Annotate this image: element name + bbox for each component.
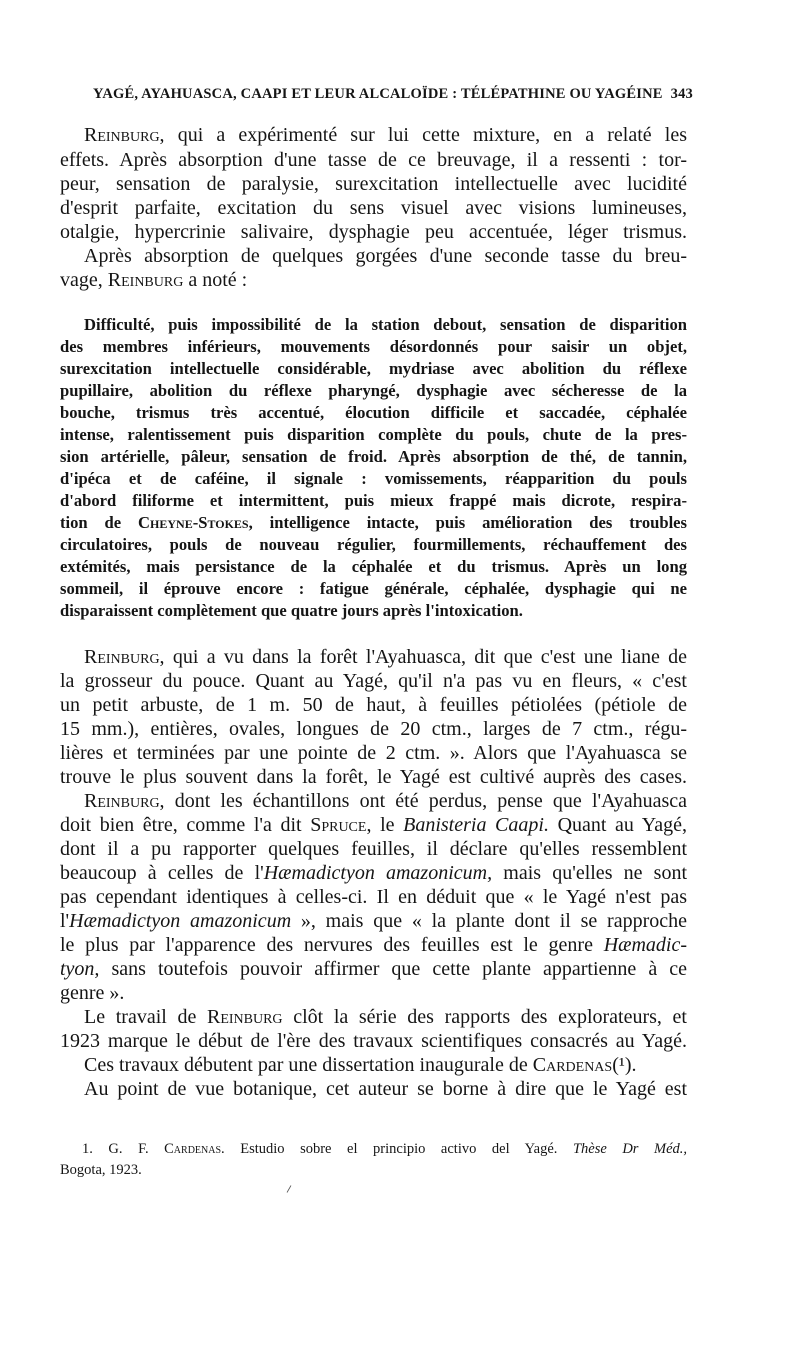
- genus-name: Hæmadic-: [603, 934, 688, 956]
- stray-ink-mark: [286, 1185, 292, 1193]
- author-name: Reinburg,: [84, 646, 165, 668]
- author-name: Reinburg,: [84, 124, 165, 146]
- quote-line: tion de Cheyne-Stokes, intelligence intacte, puis amélioration des troubles: [60, 513, 688, 532]
- quote-line: d'ipéca et de caféine, il signale : vomissements, réapparition du pouls: [60, 469, 687, 488]
- species-name: Hæmadictyon amazonicum,: [263, 862, 493, 884]
- text-line: beaucoup à celles de l'Hæmadictyon amazonicum, mais qu'elles ne sont: [60, 862, 688, 884]
- text-line: d'esprit parfaite, excitation du sens visuel avec visions lumineuses,: [60, 197, 687, 219]
- text-line: vage, Reinburg a noté :: [60, 269, 248, 291]
- text-line: 1923 marque le début de l'ère des travaux scientifiques consacrés au Yagé.: [60, 1030, 687, 1052]
- quote-line: disparaissent complètement que quatre jours après l'intoxication.: [60, 601, 523, 620]
- quote-line: pupillaire, abolition du réflexe pharyngé, dysphagie avec sécheresse de la: [60, 381, 687, 400]
- author-name: Cardenas.: [164, 1141, 225, 1157]
- quote-line: Difficulté, puis impossibilité de la station debout, sensation de disparition: [84, 315, 687, 334]
- text-line: le plus par l'apparence des nervures des feuilles est le genre Hæmadic-: [60, 934, 688, 956]
- quote-line: circulatoires, pouls de nouveau régulier, fourmillements, réchauffement des: [60, 535, 687, 554]
- quote-line: des membres inférieurs, mouvements désordonnés pour saisir un objet,: [60, 337, 687, 356]
- text-line: Reinburg, qui a expérimenté sur lui cette mixture, en a relaté les: [84, 124, 688, 146]
- author-name: Cheyne-Stokes,: [138, 513, 253, 532]
- author-name: Reinburg: [206, 1006, 283, 1028]
- author-name: Spruce,: [310, 814, 372, 836]
- text-line: Au point de vue botanique, cet auteur se borne à dire que le Yagé est: [84, 1078, 687, 1100]
- author-name: Cardenas: [532, 1054, 613, 1076]
- text-line: 15 mm.), entières, ovales, longues de 20 ctm., larges de 7 ctm., régu-: [60, 718, 687, 740]
- text-line: la grosseur du pouce. Quant au Yagé, qu'il n'a pas vu en fleurs, « c'est: [60, 670, 687, 692]
- running-head-title: YAGÉ, AYAHUASCA, CAAPI ET LEUR ALCALOÏDE : TÉLÉPATHINE OU YAGÉINE: [93, 86, 663, 102]
- text-line: effets. Après absorption d'une tasse de ce breuvage, il a ressenti : tor-: [60, 149, 687, 171]
- footnote-line: Bogota, 1923.: [60, 1162, 142, 1178]
- text-line: Après absorption de quelques gorgées d'une seconde tasse du breu-: [84, 245, 687, 267]
- quote-line: sion artérielle, pâleur, sensation de froid. Après absorption de thé, de tannin,: [60, 447, 687, 466]
- quote-line: sommeil, il éprouve encore : fatigue générale, céphalée, dysphagie qui ne: [60, 579, 687, 598]
- text-line: l'Hæmadictyon amazonicum », mais que « la plante dont il se rapproche: [60, 910, 688, 932]
- text-line: un petit arbuste, de 1 m. 50 de haut, à feuilles pétiolées (pétiole de: [60, 694, 687, 716]
- species-name: Hæmadictyon amazonicum: [69, 910, 292, 932]
- text-line: tyon, sans toutefois pouvoir affirmer que cette plante appartienne à ce: [60, 958, 688, 980]
- genus-name: tyon,: [60, 958, 100, 980]
- text-line: Reinburg, dont les échantillons ont été perdus, pense que l'Ayahuasca: [84, 790, 688, 812]
- text-line: otalgie, hypercrinie salivaire, dysphagie peu accentuée, léger trismus.: [60, 221, 687, 243]
- quote-line: d'abord filiforme et intermittent, puis mieux frappé mais dicrote, respira-: [60, 491, 687, 510]
- quote-line: bouche, trismus très accentué, élocution difficile et saccadée, céphalée: [60, 403, 687, 422]
- footnote-line: 1. G. F. Cardenas. Estudio sobre el principio activo del Yagé. Thèse Dr Méd.,: [82, 1141, 688, 1157]
- text-line: lières et terminées par une pointe de 2 ctm. ». Alors que l'Ayahuasca se: [60, 742, 687, 764]
- thesis-citation: Thèse Dr Méd.,: [572, 1141, 688, 1157]
- text-line: pas cependant identiques à celles-ci. Il en déduit que « le Yagé n'est pas: [60, 886, 687, 908]
- species-name: Banisteria Caapi.: [403, 814, 549, 836]
- text-line: genre ».: [60, 982, 125, 1004]
- text-line: doit bien être, comme l'a dit Spruce, le Banisteria Caapi. Quant au Yagé,: [60, 814, 687, 836]
- text-line: peur, sensation de paralysie, surexcitation intellectuelle avec lucidité: [60, 173, 687, 195]
- text-line: Ces travaux débutent par une dissertation inaugurale de Cardenas(¹).: [84, 1054, 637, 1076]
- author-name: Reinburg,: [84, 790, 165, 812]
- text-line: Le travail de Reinburg clôt la série des rapports des explorateurs, et: [84, 1006, 687, 1028]
- text-line: dont il a pu rapporter quelques feuilles, il déclare qu'elles ressemblent: [60, 838, 687, 860]
- quote-line: surexcitation intellectuelle considérable, mydriase avec abolition du réflexe: [60, 359, 687, 378]
- author-name: Reinburg: [107, 269, 184, 291]
- quote-line: intense, ralentissement puis disparition complète du pouls, chute de la pres-: [60, 425, 687, 444]
- text-line: Reinburg, qui a vu dans la forêt l'Ayahuasca, dit que c'est une liane de: [84, 646, 687, 668]
- running-head: [93, 86, 693, 106]
- quote-line: extémités, mais persistance de la céphalée et du trismus. Après un long: [60, 557, 687, 576]
- page-number: 343: [670, 86, 693, 102]
- text-line: trouve le plus souvent dans la forêt, le Yagé est cultivé auprès des cases.: [60, 766, 687, 788]
- footnote-reference: (¹).: [612, 1054, 637, 1076]
